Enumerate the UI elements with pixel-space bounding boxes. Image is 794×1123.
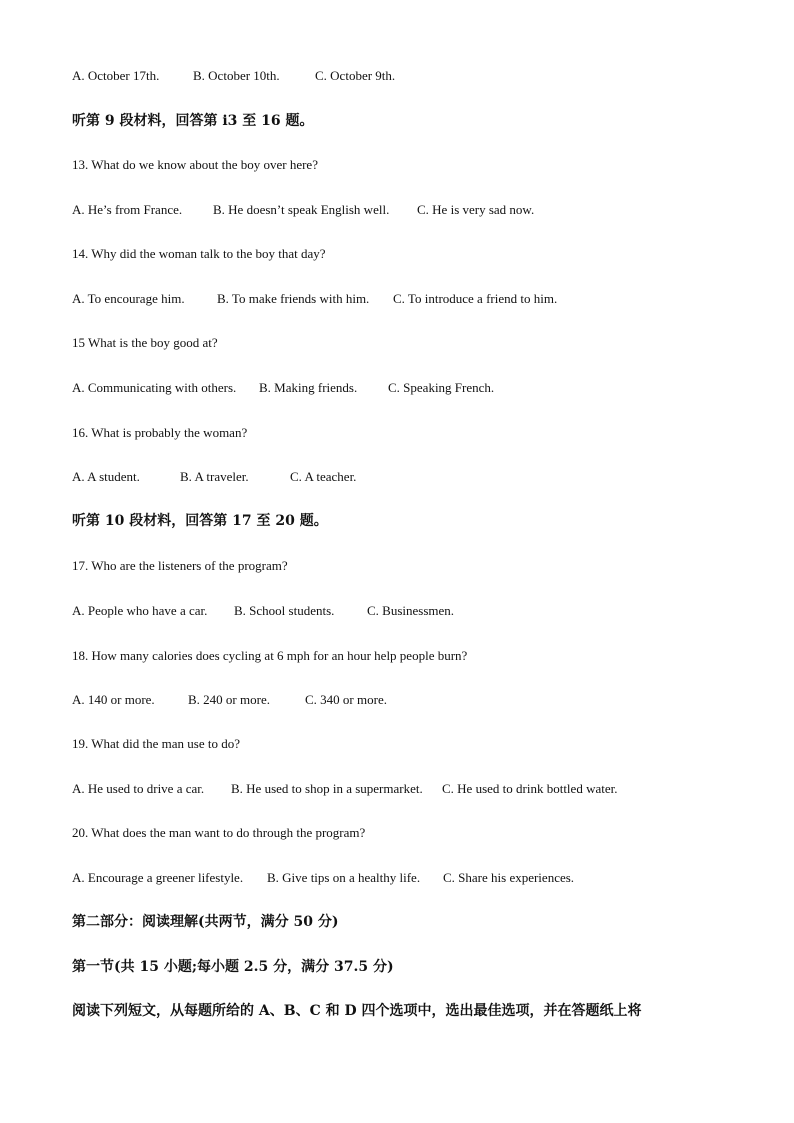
q20-option-b: B. Give tips on a healthy life.	[267, 870, 421, 885]
q16-option-b: B. A traveler.	[180, 469, 249, 484]
q15-option-c: C. Speaking French.	[388, 380, 495, 395]
q17-question: 17. Who are the listeners of the program?	[72, 558, 288, 573]
q19-option-a: A. He used to drive a car.	[72, 781, 205, 796]
reading-instruction: 阅读下列短文，从每题所给的 A、B、C 和 D 四个选项中，选出最佳选项，并在答题纸上将	[72, 1003, 642, 1019]
q14-question: 14. Why did the woman talk to the boy that day?	[72, 246, 326, 261]
q13-question: 13. What do we know about the boy over here?	[72, 157, 318, 172]
q13-option-a: A. He’s from France.	[72, 202, 183, 217]
q16-option-c: C. A teacher.	[290, 469, 357, 484]
section1-heading: 第一节(共 15 小题;每小题 2.5 分，满分 37.5 分)	[72, 959, 394, 975]
q14-option-c: C. To introduce a friend to him.	[393, 291, 558, 306]
q15-question: 15 What is the boy good at?	[72, 335, 218, 350]
q12-option-a: A. October 17th.	[72, 68, 160, 83]
q17-option-a: A. People who have a car.	[72, 603, 208, 618]
q15-option-a: A. Communicating with others.	[72, 380, 237, 395]
q20-option-a: A. Encourage a greener lifestyle.	[72, 870, 244, 885]
q14-option-a: A. To encourage him.	[72, 291, 185, 306]
q13-option-b: B. He doesn’t speak English well.	[213, 202, 390, 217]
section9-heading: 听第 9 段材料，回答第 i3 至 16 题。	[72, 113, 314, 129]
q19-option-c: C. He used to drink bottled water.	[442, 781, 618, 796]
q12-option-b: B. October 10th.	[193, 68, 280, 83]
q18-option-c: C. 340 or more.	[305, 692, 387, 707]
q15-option-b: B. Making friends.	[259, 380, 358, 395]
q17-option-b: B. School students.	[234, 603, 335, 618]
q20-question: 20. What does the man want to do through the program?	[72, 825, 366, 840]
q18-question: 18. How many calories does cycling at 6 mph for an hour help people burn?	[72, 648, 468, 663]
q20-option-c: C. Share his experiences.	[443, 870, 575, 885]
section10-heading: 听第 10 段材料，回答第 17 至 20 题。	[72, 513, 328, 529]
q18-option-b: B. 240 or more.	[188, 692, 270, 707]
q19-question: 19. What did the man use to do?	[72, 736, 241, 751]
part2-heading: 第二部分：阅读理解(共两节，满分 50 分)	[72, 914, 339, 930]
q17-option-c: C. Businessmen.	[367, 603, 455, 618]
q19-option-b: B. He used to shop in a supermarket.	[231, 781, 423, 796]
q16-option-a: A. A student.	[72, 469, 140, 484]
q18-option-a: A. 140 or more.	[72, 692, 155, 707]
q12-option-c: C. October 9th.	[315, 68, 396, 83]
q14-option-b: B. To make friends with him.	[217, 291, 370, 306]
q13-option-c: C. He is very sad now.	[417, 202, 535, 217]
q16-question: 16. What is probably the woman?	[72, 425, 248, 440]
